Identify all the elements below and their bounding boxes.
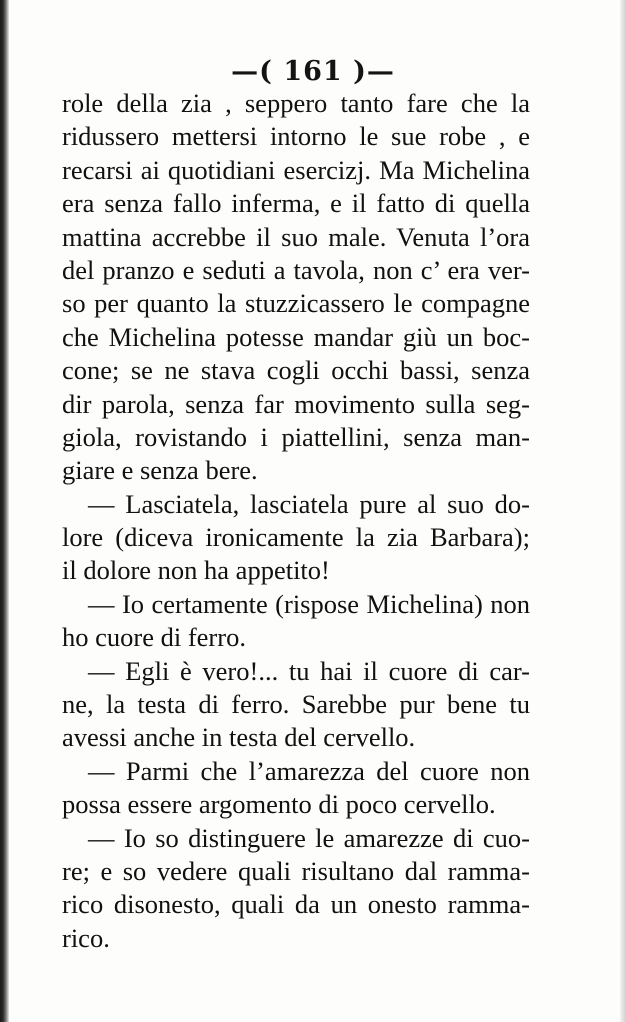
page-number-header: —( 161 )— [231,56,395,87]
text-line: mattina accrebbe il suo male. Venuta l’ora [62,221,530,252]
text-line: so per quanto la stuzzicassero le compagne [62,288,530,319]
text-line: — Io so distinguere le amarezze di cuo- [88,822,530,853]
binding-edge-shadow [0,0,9,1022]
text-line: — Io certamente (rispose Michelina) non [88,588,530,619]
text-line: giare e senza bere. [62,455,258,486]
text-line: rico disonesto, quali da un onesto ramma- [62,889,530,920]
text-line: ne, la testa di ferro. Sarebbe pur bene tu [62,689,530,720]
text-line: dir parola, senza far movimento sulla seg- [62,388,530,419]
text-line: il dolore non ha appetito! [62,555,330,586]
text-line: cone; se ne stava cogli occhi bassi, senza [62,355,530,386]
text-line: recarsi ai quotidiani esercizj. Ma Michelina [62,154,530,185]
text-line: avessi anche in testa del cervello. [62,722,416,753]
page-edge [620,0,626,1022]
text-line: era senza fallo inferma, e il fatto di quella [62,188,530,219]
text-line: possa essere argomento di poco cervello. [62,789,496,820]
text-line: role della zia , seppero tanto fare che la [62,88,530,118]
text-line: ho cuore di ferro. [62,622,246,653]
text-line: rico. [62,922,110,953]
body-text [62,87,530,955]
text-line: che Michelina potesse mandar giù un boc- [62,321,530,352]
text-line: — Egli è vero!... tu hai il cuore di car- [88,655,530,686]
text-line: ridussero mettersi intorno le sue robe , e [62,121,530,152]
text-line: re; e so vedere quali risultano dal ramma- [62,855,530,886]
text-line: — Parmi che l’amarezza del cuore non [88,755,530,786]
text-line: — Lasciatela, lasciatela pure al suo do- [88,488,530,519]
text-line: lore (diceva ironicamente la zia Barbara); [62,522,530,553]
text-line: giola, rovistando i piattellini, senza man- [62,421,530,452]
text-line: del pranzo e seduti a tavola, non c’ era ver- [62,254,530,285]
